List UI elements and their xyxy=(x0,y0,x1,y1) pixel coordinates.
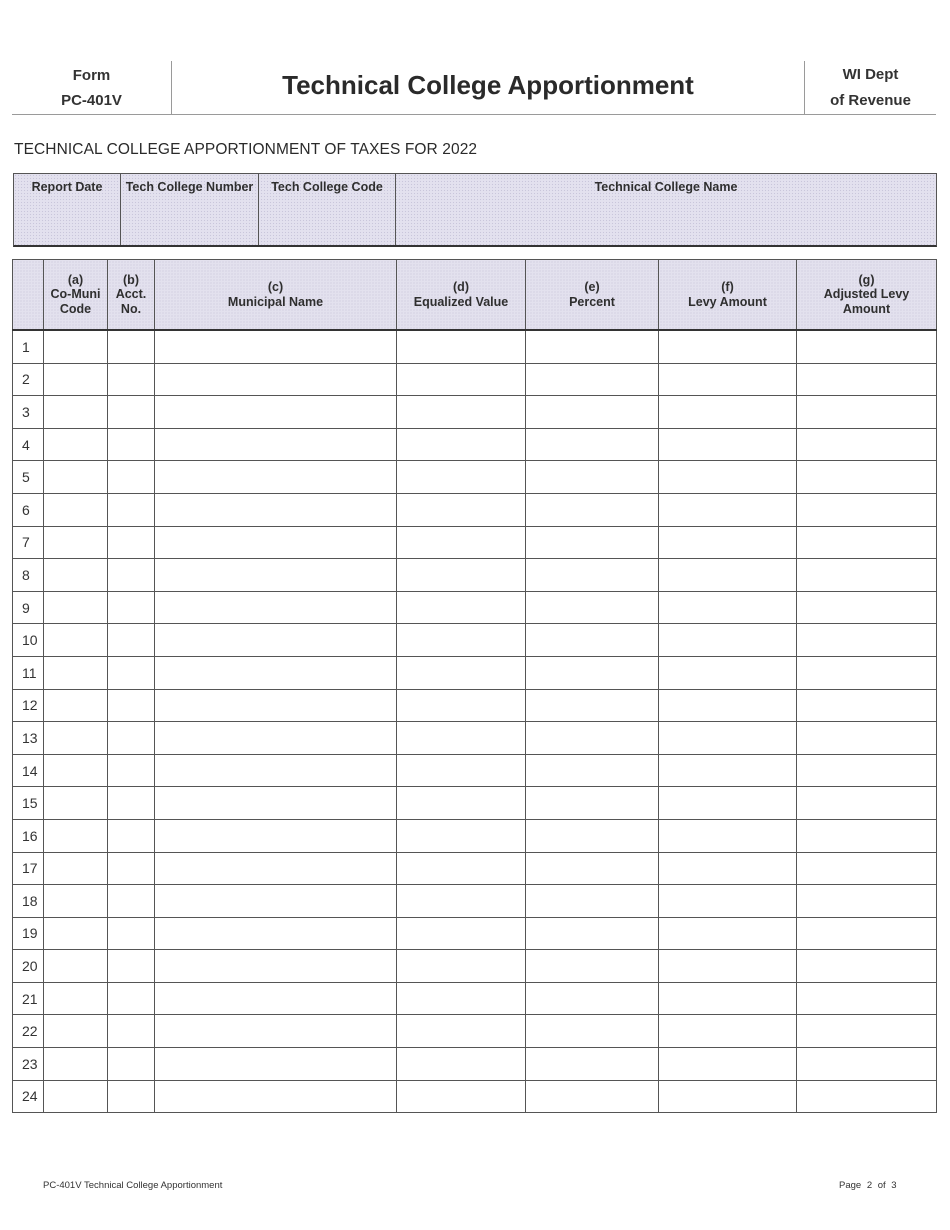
municipal-name-cell[interactable] xyxy=(155,885,397,918)
equalized-value-cell[interactable] xyxy=(397,917,526,950)
tech-college-number-label: Tech College Number xyxy=(125,180,254,194)
acct-no-cell[interactable] xyxy=(108,656,155,689)
co-muni-code-cell[interactable] xyxy=(44,950,108,983)
column-letter: (e) xyxy=(584,280,600,294)
equalized-value-cell[interactable] xyxy=(397,722,526,755)
percent-cell[interactable] xyxy=(526,819,659,852)
equalized-value-cell[interactable] xyxy=(397,330,526,363)
acct-no-cell[interactable] xyxy=(108,917,155,950)
municipal-name-cell[interactable] xyxy=(155,363,397,396)
adjusted-levy-amount-cell[interactable] xyxy=(797,950,937,983)
percent-cell[interactable] xyxy=(526,917,659,950)
adjusted-levy-amount-cell[interactable] xyxy=(797,917,937,950)
acct-no-cell[interactable] xyxy=(108,722,155,755)
table-row xyxy=(13,950,937,983)
percent-cell[interactable] xyxy=(526,722,659,755)
row-number: 10 xyxy=(13,624,44,657)
levy-amount-cell[interactable] xyxy=(659,526,797,559)
adjusted-levy-amount-cell[interactable] xyxy=(797,1080,937,1113)
table-row xyxy=(13,819,937,852)
column-header-a xyxy=(44,260,108,331)
table-row xyxy=(13,722,937,755)
form-number: PC-401V xyxy=(61,92,122,109)
column-label: Adjusted Levy xyxy=(823,287,910,302)
percent-cell[interactable] xyxy=(526,787,659,820)
co-muni-code-cell[interactable] xyxy=(44,461,108,494)
table-row xyxy=(13,885,937,918)
acct-no-cell[interactable] xyxy=(108,885,155,918)
row-number: 7 xyxy=(13,526,44,559)
municipal-name-cell[interactable] xyxy=(155,461,397,494)
header-rule xyxy=(12,114,936,115)
acct-no-cell[interactable] xyxy=(108,982,155,1015)
co-muni-code-cell[interactable] xyxy=(44,787,108,820)
municipal-name-cell[interactable] xyxy=(155,722,397,755)
column-letter: (c) xyxy=(267,280,284,294)
table-row xyxy=(13,754,937,787)
adjusted-levy-amount-cell[interactable] xyxy=(797,689,937,722)
table-row xyxy=(13,787,937,820)
adjusted-levy-amount-cell[interactable] xyxy=(797,982,937,1015)
percent-cell[interactable] xyxy=(526,852,659,885)
equalized-value-cell[interactable] xyxy=(397,754,526,787)
tech-college-code-field[interactable] xyxy=(259,174,396,245)
percent-cell[interactable] xyxy=(526,1015,659,1048)
adjusted-levy-amount-cell[interactable] xyxy=(797,461,937,494)
column-letter: (b) xyxy=(123,272,139,287)
co-muni-code-cell[interactable] xyxy=(44,1048,108,1081)
co-muni-code-cell[interactable] xyxy=(44,396,108,429)
column-header-f xyxy=(659,260,797,331)
adjusted-levy-amount-cell[interactable] xyxy=(797,1048,937,1081)
column-label: Amount xyxy=(842,301,891,316)
equalized-value-cell[interactable] xyxy=(397,656,526,689)
levy-amount-cell[interactable] xyxy=(659,330,797,363)
co-muni-code-cell[interactable] xyxy=(44,656,108,689)
percent-cell[interactable] xyxy=(526,461,659,494)
equalized-value-cell[interactable] xyxy=(397,624,526,657)
table-row xyxy=(13,396,937,429)
column-header-d xyxy=(397,260,526,331)
co-muni-code-cell[interactable] xyxy=(44,819,108,852)
column-header-e xyxy=(526,260,659,331)
municipal-name-cell[interactable] xyxy=(155,917,397,950)
municipal-name-cell[interactable] xyxy=(155,1080,397,1113)
table-row xyxy=(13,526,937,559)
form-id-block xyxy=(12,63,171,113)
tech-college-code-label: Tech College Code xyxy=(271,180,383,194)
percent-cell[interactable] xyxy=(526,493,659,526)
levy-amount-cell[interactable] xyxy=(659,1048,797,1081)
column-label: Acct. xyxy=(115,287,147,302)
row-number: 6 xyxy=(13,493,44,526)
co-muni-code-cell[interactable] xyxy=(44,591,108,624)
municipal-name-cell[interactable] xyxy=(155,330,397,363)
column-label: Percent xyxy=(569,294,615,309)
college-info-box xyxy=(13,173,937,247)
dept-line-1: WI Dept xyxy=(842,66,899,83)
levy-amount-cell[interactable] xyxy=(659,428,797,461)
co-muni-code-cell[interactable] xyxy=(44,852,108,885)
row-number: 8 xyxy=(13,559,44,592)
co-muni-code-cell[interactable] xyxy=(44,493,108,526)
table-row xyxy=(13,363,937,396)
co-muni-code-cell[interactable] xyxy=(44,526,108,559)
adjusted-levy-amount-cell[interactable] xyxy=(797,624,937,657)
adjusted-levy-amount-cell[interactable] xyxy=(797,819,937,852)
equalized-value-cell[interactable] xyxy=(397,1015,526,1048)
levy-amount-cell[interactable] xyxy=(659,461,797,494)
table-row xyxy=(13,330,937,363)
levy-amount-cell[interactable] xyxy=(659,363,797,396)
percent-cell[interactable] xyxy=(526,754,659,787)
levy-amount-cell[interactable] xyxy=(659,852,797,885)
levy-amount-cell[interactable] xyxy=(659,656,797,689)
equalized-value-cell[interactable] xyxy=(397,461,526,494)
table-row xyxy=(13,656,937,689)
adjusted-levy-amount-cell[interactable] xyxy=(797,754,937,787)
acct-no-cell[interactable] xyxy=(108,852,155,885)
apportionment-table xyxy=(12,259,937,1113)
acct-no-cell[interactable] xyxy=(108,591,155,624)
tech-college-number-field[interactable] xyxy=(121,174,259,245)
row-number: 19 xyxy=(13,917,44,950)
equalized-value-cell[interactable] xyxy=(397,559,526,592)
percent-cell[interactable] xyxy=(526,1048,659,1081)
acct-no-cell[interactable] xyxy=(108,1080,155,1113)
row-number: 23 xyxy=(13,1048,44,1081)
co-muni-code-cell[interactable] xyxy=(44,559,108,592)
acct-no-cell[interactable] xyxy=(108,526,155,559)
levy-amount-cell[interactable] xyxy=(659,950,797,983)
co-muni-code-cell[interactable] xyxy=(44,330,108,363)
table-row xyxy=(13,559,937,592)
acct-no-cell[interactable] xyxy=(108,493,155,526)
page-title: Technical College Apportionment xyxy=(282,70,694,100)
row-number: 15 xyxy=(13,787,44,820)
table-row xyxy=(13,493,937,526)
acct-no-cell[interactable] xyxy=(108,689,155,722)
co-muni-code-cell[interactable] xyxy=(44,428,108,461)
row-number: 11 xyxy=(13,656,44,689)
equalized-value-cell[interactable] xyxy=(397,982,526,1015)
adjusted-levy-amount-cell[interactable] xyxy=(797,885,937,918)
row-number: 4 xyxy=(13,428,44,461)
row-number: 18 xyxy=(13,885,44,918)
acct-no-cell[interactable] xyxy=(108,624,155,657)
percent-cell[interactable] xyxy=(526,950,659,983)
equalized-value-cell[interactable] xyxy=(397,819,526,852)
row-number: 13 xyxy=(13,722,44,755)
municipal-name-cell[interactable] xyxy=(155,754,397,787)
equalized-value-cell[interactable] xyxy=(397,396,526,429)
footer-form-name: PC-401V Technical College Apportionment xyxy=(43,1180,223,1191)
acct-no-cell[interactable] xyxy=(108,461,155,494)
table-row xyxy=(13,689,937,722)
co-muni-code-cell[interactable] xyxy=(44,1015,108,1048)
adjusted-levy-amount-cell[interactable] xyxy=(797,559,937,592)
percent-cell[interactable] xyxy=(526,591,659,624)
levy-amount-cell[interactable] xyxy=(659,787,797,820)
levy-amount-cell[interactable] xyxy=(659,982,797,1015)
municipal-name-cell[interactable] xyxy=(155,819,397,852)
levy-amount-cell[interactable] xyxy=(659,689,797,722)
municipal-name-cell[interactable] xyxy=(155,624,397,657)
equalized-value-cell[interactable] xyxy=(397,787,526,820)
municipal-name-cell[interactable] xyxy=(155,950,397,983)
levy-amount-cell[interactable] xyxy=(659,722,797,755)
municipal-name-cell[interactable] xyxy=(155,396,397,429)
percent-cell[interactable] xyxy=(526,396,659,429)
adjusted-levy-amount-cell[interactable] xyxy=(797,363,937,396)
column-label: Co-Muni xyxy=(50,287,101,302)
column-label: Code xyxy=(59,301,92,316)
percent-cell[interactable] xyxy=(526,363,659,396)
levy-amount-cell[interactable] xyxy=(659,591,797,624)
equalized-value-cell[interactable] xyxy=(397,493,526,526)
adjusted-levy-amount-cell[interactable] xyxy=(797,428,937,461)
dept-line-2: of Revenue xyxy=(830,92,911,109)
column-header-c xyxy=(155,260,397,331)
adjusted-levy-amount-cell[interactable] xyxy=(797,396,937,429)
adjusted-levy-amount-cell[interactable] xyxy=(797,787,937,820)
page-indicator: Page 2 of 3 xyxy=(839,1180,897,1191)
acct-no-cell[interactable] xyxy=(108,1015,155,1048)
table-row xyxy=(13,1080,937,1113)
levy-amount-cell[interactable] xyxy=(659,917,797,950)
acct-no-cell[interactable] xyxy=(108,396,155,429)
adjusted-levy-amount-cell[interactable] xyxy=(797,722,937,755)
table-body xyxy=(13,330,937,1113)
percent-cell[interactable] xyxy=(526,559,659,592)
levy-amount-cell[interactable] xyxy=(659,493,797,526)
row-number-header xyxy=(13,260,44,331)
table-row xyxy=(13,428,937,461)
levy-amount-cell[interactable] xyxy=(659,624,797,657)
percent-cell[interactable] xyxy=(526,885,659,918)
column-letter: (g) xyxy=(858,272,875,287)
acct-no-cell[interactable] xyxy=(108,330,155,363)
table-header-row xyxy=(13,260,937,331)
row-number: 20 xyxy=(13,950,44,983)
row-number: 17 xyxy=(13,852,44,885)
acct-no-cell[interactable] xyxy=(108,428,155,461)
municipal-name-cell[interactable] xyxy=(155,656,397,689)
row-number: 12 xyxy=(13,689,44,722)
municipal-name-cell[interactable] xyxy=(155,1015,397,1048)
table-row xyxy=(13,624,937,657)
column-header-b xyxy=(108,260,155,331)
acct-no-cell[interactable] xyxy=(108,754,155,787)
co-muni-code-cell[interactable] xyxy=(44,1080,108,1113)
tech-college-name-label: Technical College Name xyxy=(594,180,738,194)
percent-cell[interactable] xyxy=(526,526,659,559)
municipal-name-cell[interactable] xyxy=(155,428,397,461)
column-label: Municipal Name xyxy=(227,294,324,309)
table-row xyxy=(13,917,937,950)
co-muni-code-cell[interactable] xyxy=(44,624,108,657)
levy-amount-cell[interactable] xyxy=(659,754,797,787)
tech-college-name-field[interactable] xyxy=(396,174,936,245)
equalized-value-cell[interactable] xyxy=(397,428,526,461)
row-number: 24 xyxy=(13,1080,44,1113)
table-row xyxy=(13,461,937,494)
equalized-value-cell[interactable] xyxy=(397,689,526,722)
municipal-name-cell[interactable] xyxy=(155,559,397,592)
adjusted-levy-amount-cell[interactable] xyxy=(797,1015,937,1048)
acct-no-cell[interactable] xyxy=(108,950,155,983)
adjusted-levy-amount-cell[interactable] xyxy=(797,656,937,689)
column-label: Levy Amount xyxy=(688,294,767,309)
table-row xyxy=(13,852,937,885)
report-date-label: Report Date xyxy=(31,180,103,194)
report-date-field[interactable] xyxy=(14,174,121,245)
row-number: 21 xyxy=(13,982,44,1015)
equalized-value-cell[interactable] xyxy=(397,1080,526,1113)
row-number: 22 xyxy=(13,1015,44,1048)
municipal-name-cell[interactable] xyxy=(155,493,397,526)
acct-no-cell[interactable] xyxy=(108,559,155,592)
table-row xyxy=(13,1015,937,1048)
column-label: No. xyxy=(120,301,142,316)
equalized-value-cell[interactable] xyxy=(397,852,526,885)
column-header-g xyxy=(797,260,937,331)
adjusted-levy-amount-cell[interactable] xyxy=(797,526,937,559)
equalized-value-cell[interactable] xyxy=(397,591,526,624)
column-label: Equalized Value xyxy=(413,294,509,309)
acct-no-cell[interactable] xyxy=(108,363,155,396)
equalized-value-cell[interactable] xyxy=(397,363,526,396)
adjusted-levy-amount-cell[interactable] xyxy=(797,852,937,885)
municipal-name-cell[interactable] xyxy=(155,526,397,559)
percent-cell[interactable] xyxy=(526,624,659,657)
co-muni-code-cell[interactable] xyxy=(44,917,108,950)
percent-cell[interactable] xyxy=(526,1080,659,1113)
column-letter: (a) xyxy=(67,272,84,287)
co-muni-code-cell[interactable] xyxy=(44,885,108,918)
co-muni-code-cell[interactable] xyxy=(44,982,108,1015)
equalized-value-cell[interactable] xyxy=(397,885,526,918)
adjusted-levy-amount-cell[interactable] xyxy=(797,591,937,624)
levy-amount-cell[interactable] xyxy=(659,1080,797,1113)
percent-cell[interactable] xyxy=(526,689,659,722)
adjusted-levy-amount-cell[interactable] xyxy=(797,330,937,363)
co-muni-code-cell[interactable] xyxy=(44,754,108,787)
co-muni-code-cell[interactable] xyxy=(44,722,108,755)
row-number: 9 xyxy=(13,591,44,624)
table-row xyxy=(13,982,937,1015)
form-subtitle: TECHNICAL COLLEGE APPORTIONMENT OF TAXES FOR 2022 xyxy=(14,141,478,158)
levy-amount-cell[interactable] xyxy=(659,1015,797,1048)
levy-amount-cell[interactable] xyxy=(659,885,797,918)
equalized-value-cell[interactable] xyxy=(397,526,526,559)
municipal-name-cell[interactable] xyxy=(155,591,397,624)
column-letter: (d) xyxy=(453,280,469,294)
percent-cell[interactable] xyxy=(526,330,659,363)
levy-amount-cell[interactable] xyxy=(659,396,797,429)
column-letter: (f) xyxy=(721,280,734,294)
row-number: 1 xyxy=(13,330,44,363)
table-row xyxy=(13,1048,937,1081)
co-muni-code-cell[interactable] xyxy=(44,689,108,722)
acct-no-cell[interactable] xyxy=(108,819,155,852)
percent-cell[interactable] xyxy=(526,982,659,1015)
percent-cell[interactable] xyxy=(526,656,659,689)
municipal-name-cell[interactable] xyxy=(155,689,397,722)
department-block xyxy=(805,62,936,114)
row-number: 2 xyxy=(13,363,44,396)
row-number: 16 xyxy=(13,819,44,852)
levy-amount-cell[interactable] xyxy=(659,819,797,852)
table-row xyxy=(13,591,937,624)
row-number: 3 xyxy=(13,396,44,429)
acct-no-cell[interactable] xyxy=(108,787,155,820)
percent-cell[interactable] xyxy=(526,428,659,461)
levy-amount-cell[interactable] xyxy=(659,559,797,592)
adjusted-levy-amount-cell[interactable] xyxy=(797,493,937,526)
municipal-name-cell[interactable] xyxy=(155,1048,397,1081)
municipal-name-cell[interactable] xyxy=(155,852,397,885)
co-muni-code-cell[interactable] xyxy=(44,363,108,396)
municipal-name-cell[interactable] xyxy=(155,787,397,820)
equalized-value-cell[interactable] xyxy=(397,950,526,983)
municipal-name-cell[interactable] xyxy=(155,982,397,1015)
row-number: 14 xyxy=(13,754,44,787)
row-number: 5 xyxy=(13,461,44,494)
form-label: Form xyxy=(72,67,111,84)
acct-no-cell[interactable] xyxy=(108,1048,155,1081)
equalized-value-cell[interactable] xyxy=(397,1048,526,1081)
